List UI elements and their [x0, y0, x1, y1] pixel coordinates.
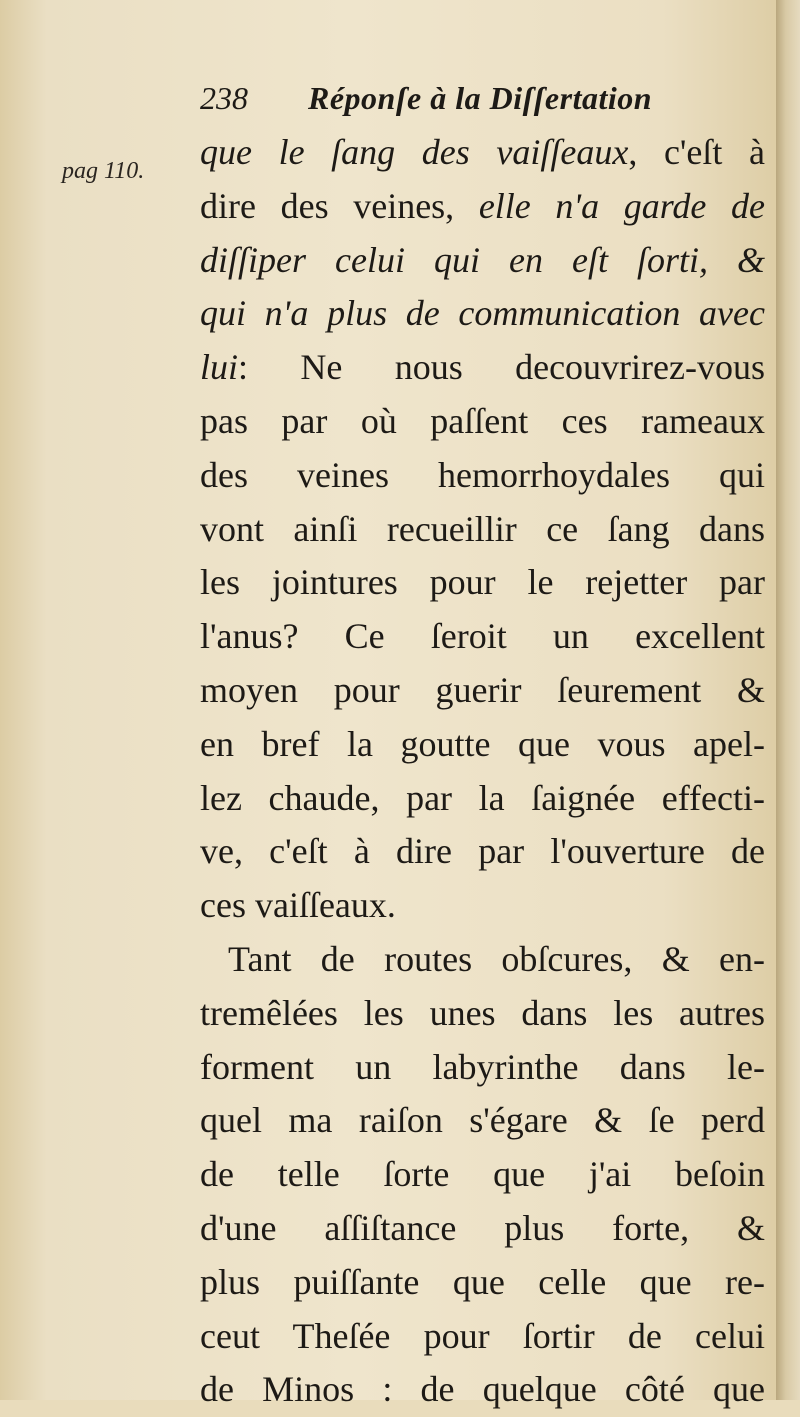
page-header — [200, 80, 760, 130]
text-line — [200, 1041, 765, 1095]
text-line — [200, 1363, 765, 1417]
text-line — [200, 234, 765, 288]
text-segment: ces vaiſſeaux. — [200, 885, 396, 926]
text-segment: en bref la goutte que vous apel- — [200, 723, 765, 764]
page-edge — [776, 0, 800, 1400]
text-line — [200, 180, 765, 234]
text-segment: l'anus? Ce ſeroit un excellent — [200, 616, 765, 657]
text-line — [200, 395, 765, 449]
text-segment: de Minos : de quelque côté que — [200, 1369, 765, 1410]
text-segment: lui — [200, 347, 239, 388]
text-segment: quel ma raiſon s'égare & ſe perd — [200, 1100, 765, 1141]
text-segment: : Ne nous decouvrirez-vous — [238, 347, 765, 388]
text-segment: pas par où paſſent ces rameaux — [200, 400, 765, 441]
text-line — [200, 1256, 765, 1310]
body-text — [200, 126, 765, 1417]
running-head: Réponſe à la Diſſertation — [308, 80, 653, 116]
text-segment: que le ſang des vaiſſeaux — [200, 132, 629, 172]
text-line — [200, 1310, 765, 1364]
text-line — [200, 772, 765, 826]
text-line — [200, 341, 765, 395]
text-line — [200, 1094, 765, 1148]
text-line — [200, 126, 765, 180]
text-line — [200, 287, 765, 341]
text-segment: lez chaude, par la ſaignée effecti- — [200, 777, 765, 818]
text-line — [200, 449, 765, 503]
text-line — [200, 610, 765, 664]
text-segment: des veines hemorrhoydales qui — [200, 454, 765, 495]
text-line — [200, 503, 765, 557]
text-line — [200, 1148, 765, 1202]
text-segment: elle n'a garde de — [478, 185, 765, 226]
text-line — [200, 825, 765, 879]
text-segment: qui n'a plus de communication avec — [200, 293, 765, 334]
text-segment: tremêlées les unes dans les autres — [200, 992, 765, 1033]
text-segment: forment un labyrinthe dans le- — [200, 1046, 765, 1087]
text-segment: moyen pour guerir ſeurement & — [200, 669, 765, 710]
text-line — [200, 556, 765, 610]
text-segment: ceut Theſée pour ſortir de celui — [200, 1315, 765, 1356]
text-segment: plus puiſſante que celle que re- — [200, 1261, 765, 1302]
page-number: 238 — [200, 80, 248, 116]
text-segment: , c'eſt à — [628, 132, 765, 172]
text-line — [200, 1202, 765, 1256]
text-line — [200, 664, 765, 718]
text-segment: de telle ſorte que j'ai beſoin — [200, 1154, 765, 1195]
text-line — [200, 987, 765, 1041]
text-segment: d'une aſſiſtance plus forte, & — [200, 1207, 765, 1248]
text-segment: ve, c'eſt à dire par l'ouverture de — [200, 831, 765, 872]
text-line — [200, 933, 765, 987]
margin-note: pag 110. — [62, 158, 145, 184]
text-segment: Tant de routes obſcures, & en- — [228, 938, 765, 979]
text-line — [200, 879, 765, 933]
text-segment: dire des veines, — [200, 185, 479, 226]
text-segment: vont ainſi recueillir ce ſang dans — [200, 508, 765, 549]
text-segment: diſſiper celui qui en eſt ſorti, & — [200, 239, 765, 280]
text-segment: les jointures pour le rejetter par — [200, 562, 765, 603]
text-line — [200, 718, 765, 772]
